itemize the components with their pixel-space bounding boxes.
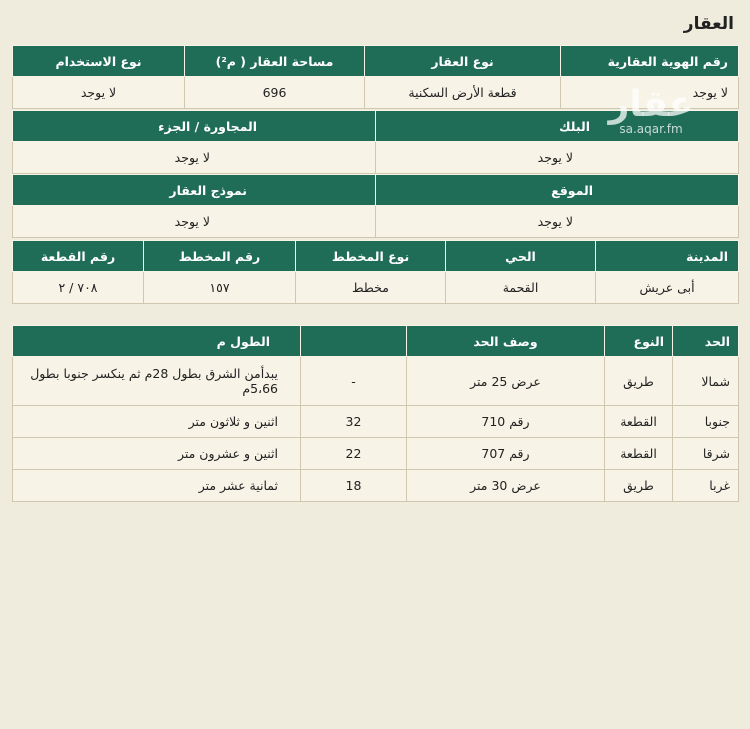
plan-info-header-row [13, 241, 739, 272]
header-parcel-number: رقم القطعة [13, 241, 144, 272]
value-usage-type: لا يوجد [13, 77, 185, 109]
boundary-desc: رقم 707 [407, 438, 605, 470]
header-boundary-type: النوع [605, 326, 673, 357]
boundary-side: شمالا [673, 357, 739, 406]
boundary-desc: عرض 30 متر [407, 470, 605, 502]
watermark-logo: عقار [608, 84, 694, 125]
value-parcel-number: ٧٠٨ / ٢ [13, 272, 144, 304]
header-block: البلك [376, 111, 739, 142]
boundary-type: طريق [605, 357, 673, 406]
block-info-header-row [13, 111, 739, 142]
value-plan-type: مخطط [296, 272, 446, 304]
boundary-length: 18 [301, 470, 407, 502]
value-block: لا يوجد [376, 142, 739, 174]
header-property-id: رقم الهوية العقارية [561, 46, 739, 77]
header-property-type: نوع العقار [365, 46, 561, 77]
value-city: أبى عريش [596, 272, 739, 304]
value-district: القحمة [446, 272, 596, 304]
header-usage-type: نوع الاستخدام [13, 46, 185, 77]
header-boundary: الحد [673, 326, 739, 357]
page-title: العقار [683, 14, 734, 34]
value-property-model: لا يوجد [13, 206, 376, 238]
boundary-length-text: يبدأمن الشرق بطول 28م ثم ينكسر جنوبا بطول 5،66م [13, 357, 301, 406]
header-property-model: نموذج العقار [13, 175, 376, 206]
location-info-header-row [13, 175, 739, 206]
value-property-type: قطعة الأرض السكنية [365, 77, 561, 109]
table-row [13, 470, 739, 502]
property-info-header-row [13, 46, 739, 77]
plan-info-value-row [13, 272, 739, 304]
property-info-value-row [13, 77, 739, 109]
boundary-type: طريق [605, 470, 673, 502]
table-row [13, 357, 739, 406]
boundary-length-text: اثنين و ثلاثون متر [13, 406, 301, 438]
header-neighborhood-part: المجاورة / الجزء [13, 111, 376, 142]
value-property-area: 696 [185, 77, 365, 109]
boundaries-header-row [13, 326, 739, 357]
boundary-type: القطعة [605, 438, 673, 470]
header-city: المدينة [596, 241, 739, 272]
plan-info-table [12, 240, 739, 304]
header-property-area: مساحة العقار ( م²) [185, 46, 365, 77]
boundary-length: 22 [301, 438, 407, 470]
value-neighborhood-part: لا يوجد [13, 142, 376, 174]
header-plan-type: نوع المخطط [296, 241, 446, 272]
boundary-length: 32 [301, 406, 407, 438]
value-plan-number: ١٥٧ [144, 272, 296, 304]
boundary-side: شرقا [673, 438, 739, 470]
boundaries-table [12, 325, 739, 502]
header-plan-number: رقم المخطط [144, 241, 296, 272]
block-info-value-row [13, 142, 739, 174]
location-info-table [12, 174, 739, 238]
header-boundary-length-spacer [301, 326, 407, 357]
value-property-id: لا يوجد [561, 77, 739, 109]
header-location: الموقع [376, 175, 739, 206]
header-boundary-desc: وصف الحد [407, 326, 605, 357]
boundary-length-text: ثمانية عشر متر [13, 470, 301, 502]
table-row [13, 438, 739, 470]
boundary-desc: عرض 25 متر [407, 357, 605, 406]
header-district: الحي [446, 241, 596, 272]
watermark-url: sa.aqar.fm [619, 122, 683, 136]
boundary-side: غربا [673, 470, 739, 502]
value-location: لا يوجد [376, 206, 739, 238]
boundary-side: جنوبا [673, 406, 739, 438]
table-row [13, 406, 739, 438]
header-boundary-length: الطول م [13, 326, 301, 357]
location-info-value-row [13, 206, 739, 238]
property-info-table [12, 45, 739, 109]
boundary-length: - [301, 357, 407, 406]
boundary-desc: رقم 710 [407, 406, 605, 438]
block-info-table [12, 110, 739, 174]
boundary-type: القطعة [605, 406, 673, 438]
boundary-length-text: اثنين و عشرون متر [13, 438, 301, 470]
